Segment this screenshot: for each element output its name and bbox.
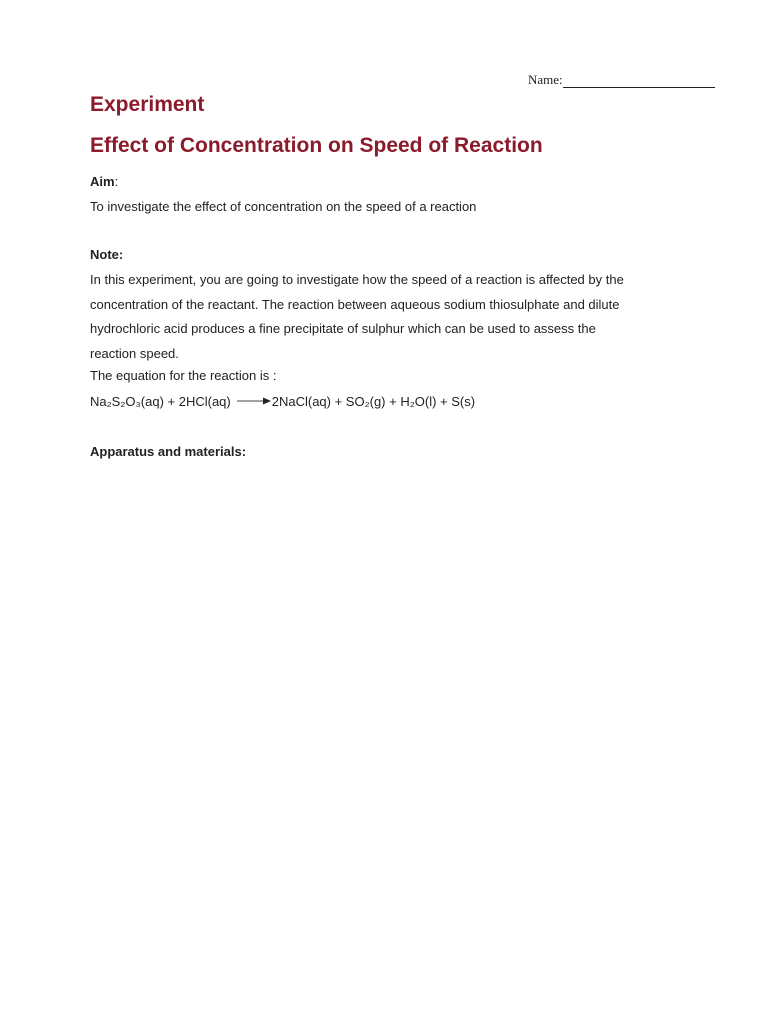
name-field — [528, 71, 715, 88]
aim-heading — [90, 174, 118, 189]
note-line: The equation for the reaction is : — [90, 368, 277, 383]
aim-text: To investigate the effect of concentration on the speed of a reaction — [90, 199, 477, 214]
name-blank-line[interactable] — [563, 71, 715, 88]
right-arrow-icon — [237, 394, 271, 409]
aim-colon: : — [114, 174, 119, 189]
note-line: hydrochloric acid produces a fine precipitate of sulphur which can be used to assess the — [90, 321, 596, 336]
note-line: concentration of the reactant. The reaction between aqueous sodium thiosulphate and dilute — [90, 296, 620, 312]
note-line: reaction speed. — [90, 345, 179, 361]
experiment-heading: Experiment — [90, 93, 205, 116]
note-line: In this experiment, you are going to investigate how the speed of a reaction is affected by the — [90, 272, 624, 287]
note-paragraph — [90, 268, 680, 386]
name-label: Name: — [528, 72, 563, 87]
aim-label: Aim — [90, 174, 115, 189]
equation-reactants: Na₂S₂O₃(aq) + 2HCl(aq) — [90, 394, 231, 409]
experiment-title: Effect of Concentration on Speed of Reaction — [90, 134, 543, 157]
note-label: Note: — [90, 247, 124, 262]
equation-products: 2NaCl(aq) + SO₂(g) + H₂O(l) + S(s) — [271, 394, 476, 409]
apparatus-heading: Apparatus and materials: — [90, 444, 247, 459]
reaction-equation — [90, 394, 475, 409]
